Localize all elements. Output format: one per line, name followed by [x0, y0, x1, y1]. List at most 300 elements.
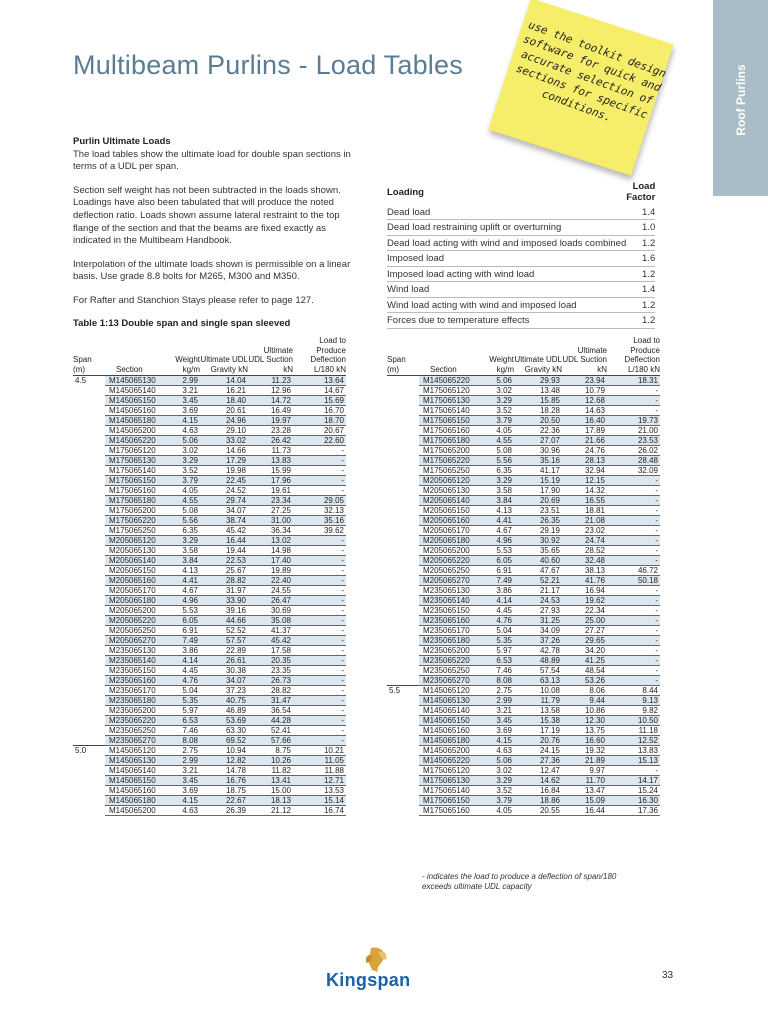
- gravity-cell: 33.02: [200, 436, 248, 446]
- deflection-cell: -: [293, 466, 346, 476]
- suction-cell: 19.61: [248, 486, 293, 496]
- deflection-cell: -: [293, 456, 346, 466]
- deflection-cell: -: [607, 586, 660, 596]
- deflection-cell: 10.21: [293, 746, 346, 756]
- table-row: [73, 716, 346, 726]
- gravity-cell: 63.30: [200, 726, 248, 736]
- table-row: [387, 746, 660, 756]
- gravity-cell: 52.21: [514, 576, 562, 586]
- weight-cell: 4.67: [168, 586, 200, 596]
- section-cell: M205065170: [105, 586, 168, 596]
- section-cell: M235065130: [419, 586, 482, 596]
- span-cell: [387, 396, 419, 406]
- table-row: [73, 446, 346, 456]
- gravity-cell: 26.39: [200, 806, 248, 816]
- section-cell: M175065140: [105, 466, 168, 476]
- weight-cell: 4.63: [168, 426, 200, 436]
- gravity-cell: 27.93: [514, 606, 562, 616]
- section-cell: M145065130: [105, 376, 168, 386]
- table-row: [387, 386, 660, 396]
- section-cell: M235065160: [105, 676, 168, 686]
- span-cell: [73, 616, 105, 626]
- table-row: [387, 776, 660, 786]
- section-cell: M145065220: [419, 756, 482, 766]
- span-cell: [387, 506, 419, 516]
- weight-cell: 3.29: [168, 456, 200, 466]
- deflection-cell: 32.13: [293, 506, 346, 516]
- section-cell: M175065130: [419, 776, 482, 786]
- weight-cell: 2.99: [168, 756, 200, 766]
- weight-cell: 3.69: [482, 726, 514, 736]
- suction-cell: 24.76: [562, 446, 607, 456]
- deflection-cell: -: [293, 636, 346, 646]
- span-cell: [387, 406, 419, 416]
- table-row: [73, 476, 346, 486]
- section-cell: M175065180: [105, 496, 168, 506]
- weight-cell: 2.75: [482, 686, 514, 696]
- gravity-cell: 27.07: [514, 436, 562, 446]
- section-cell: M235065220: [419, 656, 482, 666]
- table-row: [387, 526, 660, 536]
- table-row: [387, 536, 660, 546]
- span-cell: [387, 616, 419, 626]
- weight-cell: 6.05: [168, 616, 200, 626]
- span-cell: [387, 546, 419, 556]
- suction-cell: 26.47: [248, 596, 293, 606]
- weight-cell: 4.45: [482, 606, 514, 616]
- suction-cell: 11.73: [248, 446, 293, 456]
- col-deflection: Load to Produce Deflection L/180 kN: [607, 336, 660, 376]
- gravity-cell: 22.45: [200, 476, 248, 486]
- weight-cell: 3.84: [168, 556, 200, 566]
- table-row: [387, 716, 660, 726]
- deflection-cell: -: [293, 596, 346, 606]
- table-row: [73, 466, 346, 476]
- section-cell: M145065150: [419, 716, 482, 726]
- suction-cell: 28.13: [562, 456, 607, 466]
- table-row: [73, 726, 346, 736]
- span-cell: [387, 626, 419, 636]
- section-cell: M175065200: [105, 506, 168, 516]
- suction-cell: 45.42: [248, 636, 293, 646]
- section-cell: M235065150: [419, 606, 482, 616]
- deflection-cell: -: [293, 736, 346, 746]
- section-cell: M235065250: [105, 726, 168, 736]
- span-cell: [387, 776, 419, 786]
- deflection-cell: -: [293, 646, 346, 656]
- span-cell: [387, 586, 419, 596]
- deflection-cell: -: [607, 766, 660, 776]
- gravity-cell: 30.92: [514, 536, 562, 546]
- suction-cell: 22.40: [248, 576, 293, 586]
- suction-cell: 13.41: [248, 776, 293, 786]
- gravity-cell: 29.74: [200, 496, 248, 506]
- section-cell: M145065220: [419, 376, 482, 386]
- weight-cell: 6.35: [482, 466, 514, 476]
- section-cell: M175065250: [419, 466, 482, 476]
- section-cell: M175065180: [419, 436, 482, 446]
- table-row: [73, 556, 346, 566]
- table-row: [387, 596, 660, 606]
- span-cell: [387, 576, 419, 586]
- deflection-cell: 35.16: [293, 516, 346, 526]
- table-title: Table 1:13 Double span and single span sleeved: [73, 318, 291, 329]
- gravity-cell: 35.65: [514, 546, 562, 556]
- span-cell: [73, 536, 105, 546]
- span-cell: [387, 646, 419, 656]
- span-cell: [73, 456, 105, 466]
- weight-cell: 4.63: [168, 806, 200, 816]
- gravity-cell: 31.25: [514, 616, 562, 626]
- weight-cell: 4.45: [168, 666, 200, 676]
- span-cell: 5.5: [387, 686, 419, 696]
- span-cell: [387, 656, 419, 666]
- gravity-cell: 20.69: [514, 496, 562, 506]
- deflection-cell: 12.52: [607, 736, 660, 746]
- suction-cell: 15.00: [248, 786, 293, 796]
- weight-cell: 4.96: [482, 536, 514, 546]
- weight-cell: 4.13: [168, 566, 200, 576]
- suction-cell: 14.63: [562, 406, 607, 416]
- span-cell: [387, 706, 419, 716]
- section-cell: M145065180: [105, 416, 168, 426]
- deflection-cell: -: [293, 566, 346, 576]
- table-row: [73, 776, 346, 786]
- weight-cell: 2.99: [482, 696, 514, 706]
- table-row: [387, 426, 660, 436]
- table-row: [73, 606, 346, 616]
- deflection-cell: 23.53: [607, 436, 660, 446]
- span-cell: [73, 796, 105, 806]
- deflection-cell: 11.18: [607, 726, 660, 736]
- sticky-note-text: use the toolkit design software for quick and accurate selection of sections for specific conditions.: [514, 18, 668, 125]
- section-cell: M205065150: [419, 506, 482, 516]
- weight-cell: 4.76: [168, 676, 200, 686]
- table-row: [387, 376, 660, 386]
- span-cell: [387, 676, 419, 686]
- table-row: [73, 416, 346, 426]
- deflection-cell: -: [607, 636, 660, 646]
- deflection-cell: -: [607, 556, 660, 566]
- table-row: [387, 496, 660, 506]
- deflection-cell: 32.09: [607, 466, 660, 476]
- load-factor-value: 1.0: [626, 220, 655, 236]
- suction-cell: 19.89: [248, 566, 293, 576]
- weight-cell: 3.84: [482, 496, 514, 506]
- span-cell: [387, 376, 419, 386]
- deflection-cell: -: [607, 656, 660, 666]
- section-cell: M235065160: [419, 616, 482, 626]
- deflection-cell: -: [607, 536, 660, 546]
- span-cell: [387, 566, 419, 576]
- span-cell: [73, 756, 105, 766]
- suction-cell: 13.47: [562, 786, 607, 796]
- deflection-cell: -: [293, 556, 346, 566]
- deflection-cell: 14.17: [607, 776, 660, 786]
- span-cell: [73, 516, 105, 526]
- span-cell: [387, 726, 419, 736]
- suction-cell: 10.79: [562, 386, 607, 396]
- deflection-cell: -: [607, 606, 660, 616]
- section-cell: M235065200: [105, 706, 168, 716]
- section-cell: M205065220: [419, 556, 482, 566]
- gravity-cell: 23.51: [514, 506, 562, 516]
- deflection-cell: 16.30: [607, 796, 660, 806]
- suction-cell: 52.41: [248, 726, 293, 736]
- load-table-right: [387, 336, 660, 816]
- gravity-cell: 41.17: [514, 466, 562, 476]
- section-cell: M145065180: [105, 796, 168, 806]
- section-cell: M205065180: [419, 536, 482, 546]
- weight-cell: 2.99: [168, 376, 200, 386]
- deflection-cell: 14.67: [293, 386, 346, 396]
- suction-cell: 26.73: [248, 676, 293, 686]
- deflection-cell: 9.82: [607, 706, 660, 716]
- gravity-cell: 34.07: [200, 506, 248, 516]
- weight-cell: 8.08: [482, 676, 514, 686]
- section-cell: M205065250: [105, 626, 168, 636]
- load-factor-row: [387, 266, 655, 282]
- section-cell: M145065160: [105, 786, 168, 796]
- table-row: [387, 546, 660, 556]
- weight-cell: 3.79: [482, 796, 514, 806]
- section-cell: M235065220: [105, 716, 168, 726]
- weight-cell: 3.29: [482, 476, 514, 486]
- deflection-cell: -: [293, 656, 346, 666]
- weight-cell: 3.69: [168, 406, 200, 416]
- table-row: [387, 756, 660, 766]
- suction-cell: 24.55: [248, 586, 293, 596]
- suction-cell: 30.69: [248, 606, 293, 616]
- table-row: [387, 656, 660, 666]
- section-cell: M175065250: [105, 526, 168, 536]
- suction-cell: 14.98: [248, 546, 293, 556]
- table-row: [73, 616, 346, 626]
- section-cell: M175065150: [419, 796, 482, 806]
- suction-cell: 10.86: [562, 706, 607, 716]
- span-cell: [73, 566, 105, 576]
- suction-cell: 11.82: [248, 766, 293, 776]
- section-cell: M175065120: [419, 386, 482, 396]
- gravity-cell: 35.16: [514, 456, 562, 466]
- section-cell: M235065130: [105, 646, 168, 656]
- deflection-cell: -: [607, 506, 660, 516]
- span-cell: [73, 416, 105, 426]
- section-cell: M205065200: [105, 606, 168, 616]
- loading-label: Imposed load: [387, 251, 626, 267]
- page-title: Multibeam Purlins - Load Tables: [73, 50, 463, 80]
- suction-cell: 18.81: [562, 506, 607, 516]
- weight-cell: 4.55: [168, 496, 200, 506]
- deflection-cell: 12.71: [293, 776, 346, 786]
- section-cell: M235065250: [419, 666, 482, 676]
- span-cell: [73, 686, 105, 696]
- section-cell: M175065160: [419, 426, 482, 436]
- table-row: [73, 796, 346, 806]
- weight-cell: 3.02: [482, 386, 514, 396]
- gravity-cell: 20.55: [514, 806, 562, 816]
- weight-cell: 5.06: [482, 376, 514, 386]
- weight-cell: 5.56: [482, 456, 514, 466]
- span-cell: [387, 696, 419, 706]
- table-row: [387, 516, 660, 526]
- suction-cell: 29.65: [562, 636, 607, 646]
- section-cell: M235065140: [419, 596, 482, 606]
- suction-cell: 44.28: [248, 716, 293, 726]
- suction-cell: 41.25: [562, 656, 607, 666]
- weight-cell: 5.56: [168, 516, 200, 526]
- gravity-cell: 24.53: [514, 596, 562, 606]
- deflection-cell: 50.18: [607, 576, 660, 586]
- gravity-cell: 12.82: [200, 756, 248, 766]
- weight-cell: 6.05: [482, 556, 514, 566]
- weight-cell: 4.15: [482, 736, 514, 746]
- section-cell: M145065220: [105, 436, 168, 446]
- span-cell: [387, 746, 419, 756]
- deflection-cell: -: [607, 496, 660, 506]
- section-cell: M205065120: [419, 476, 482, 486]
- deflection-cell: 26.02: [607, 446, 660, 456]
- gravity-cell: 29.10: [200, 426, 248, 436]
- load-factor-value: 1.4: [626, 204, 655, 220]
- table-row: [73, 626, 346, 636]
- suction-cell: 16.55: [562, 496, 607, 506]
- gravity-cell: 13.58: [514, 706, 562, 716]
- section-cell: M235065270: [419, 676, 482, 686]
- deflection-cell: 13.83: [607, 746, 660, 756]
- gravity-cell: 40.75: [200, 696, 248, 706]
- suction-cell: 36.34: [248, 526, 293, 536]
- loading-label: Wind load acting with wind and imposed load: [387, 297, 626, 313]
- suction-cell: 15.99: [248, 466, 293, 476]
- section-cell: M205065130: [419, 486, 482, 496]
- table-row: [387, 416, 660, 426]
- gravity-cell: 12.47: [514, 766, 562, 776]
- section-cell: M175065120: [105, 446, 168, 456]
- gravity-cell: 10.94: [200, 746, 248, 756]
- suction-cell: 12.68: [562, 396, 607, 406]
- suction-cell: 8.75: [248, 746, 293, 756]
- section-cell: M175065220: [105, 516, 168, 526]
- col-deflection: Load to Produce Deflection L/180 kN: [293, 336, 346, 376]
- span-cell: [387, 476, 419, 486]
- deflection-cell: -: [293, 616, 346, 626]
- gravity-cell: 27.36: [514, 756, 562, 766]
- table-row: [73, 636, 346, 646]
- section-cell: M175065160: [419, 806, 482, 816]
- gravity-cell: 11.79: [514, 696, 562, 706]
- table-row: [73, 386, 346, 396]
- span-cell: [73, 666, 105, 676]
- load-factor-value: 1.4: [626, 282, 655, 298]
- suction-cell: 17.89: [562, 426, 607, 436]
- gravity-cell: 22.89: [200, 646, 248, 656]
- weight-cell: 5.35: [482, 636, 514, 646]
- col-section: Section: [419, 336, 482, 376]
- table-row: [387, 486, 660, 496]
- span-cell: [73, 676, 105, 686]
- deflection-cell: -: [607, 596, 660, 606]
- weight-cell: 5.97: [482, 646, 514, 656]
- span-cell: [73, 556, 105, 566]
- section-cell: M175065150: [419, 416, 482, 426]
- section-cell: M145065140: [105, 386, 168, 396]
- table-row: [387, 666, 660, 676]
- section-cell: M205065180: [105, 596, 168, 606]
- suction-cell: 16.94: [562, 586, 607, 596]
- weight-cell: 3.79: [482, 416, 514, 426]
- section-cell: M145065120: [105, 746, 168, 756]
- table-row: [387, 636, 660, 646]
- span-cell: [73, 806, 105, 816]
- deflection-cell: 15.24: [607, 786, 660, 796]
- deflection-cell: 15.69: [293, 396, 346, 406]
- load-factor-row: [387, 204, 655, 220]
- table-row: [387, 796, 660, 806]
- section-cell: M145065120: [419, 686, 482, 696]
- suction-cell: 19.97: [248, 416, 293, 426]
- suction-cell: 23.02: [562, 526, 607, 536]
- gravity-cell: 63.13: [514, 676, 562, 686]
- section-cell: M175065160: [105, 486, 168, 496]
- section-cell: M175065140: [419, 406, 482, 416]
- table-row: [73, 566, 346, 576]
- section-cell: M205065140: [419, 496, 482, 506]
- gravity-cell: 25.67: [200, 566, 248, 576]
- gravity-cell: 21.17: [514, 586, 562, 596]
- loading-header: Loading: [387, 186, 424, 198]
- gravity-cell: 13.48: [514, 386, 562, 396]
- load-factor-row: [387, 220, 655, 236]
- span-cell: [73, 476, 105, 486]
- load-factor-value: 1.6: [626, 251, 655, 267]
- section-cell: M205065270: [105, 636, 168, 646]
- weight-cell: 5.06: [168, 436, 200, 446]
- deflection-cell: 19.73: [607, 416, 660, 426]
- weight-cell: 3.52: [168, 466, 200, 476]
- section-cell: M145065200: [419, 746, 482, 756]
- span-cell: [73, 606, 105, 616]
- weight-cell: 4.41: [482, 516, 514, 526]
- span-cell: [73, 576, 105, 586]
- deflection-cell: -: [607, 666, 660, 676]
- suction-cell: 32.48: [562, 556, 607, 566]
- weight-cell: 5.53: [168, 606, 200, 616]
- deflection-cell: -: [293, 576, 346, 586]
- span-cell: [73, 486, 105, 496]
- section-cell: M145065150: [105, 396, 168, 406]
- span-cell: [73, 706, 105, 716]
- suction-cell: 17.40: [248, 556, 293, 566]
- suction-cell: 16.49: [248, 406, 293, 416]
- weight-cell: 5.08: [168, 506, 200, 516]
- table-row: [73, 646, 346, 656]
- weight-cell: 7.46: [168, 726, 200, 736]
- deflection-cell: -: [607, 386, 660, 396]
- weight-cell: 3.69: [168, 786, 200, 796]
- section-cell: M175065130: [105, 456, 168, 466]
- table-row: [73, 536, 346, 546]
- table-row: [387, 566, 660, 576]
- table-row: [387, 806, 660, 816]
- span-cell: [73, 546, 105, 556]
- weight-cell: 4.63: [482, 746, 514, 756]
- section-cell: M205065130: [105, 546, 168, 556]
- table-row: [73, 406, 346, 416]
- gravity-cell: 14.78: [200, 766, 248, 776]
- weight-cell: 7.49: [482, 576, 514, 586]
- load-factor-row: [387, 297, 655, 313]
